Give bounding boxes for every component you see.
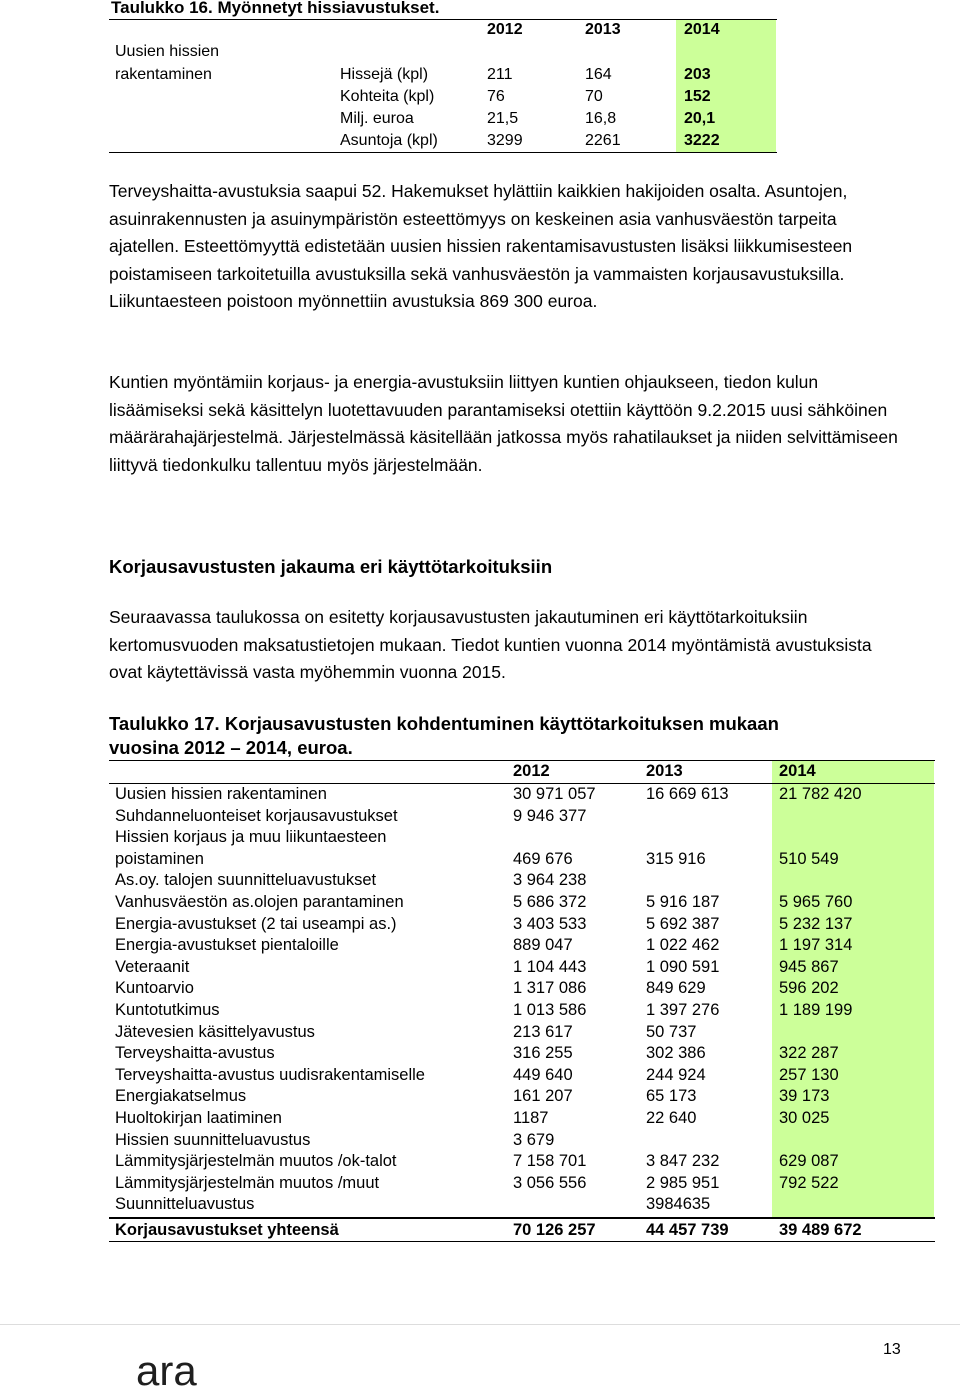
table17-cell-2014: 39 173 [779,1087,830,1106]
table16-bottom-line [109,152,777,153]
table17-cell-2014: 322 287 [779,1044,839,1063]
table16-row-label: Hissejä (kpl) [340,66,429,83]
table17-row-label: As.oy. talojen suunnitteluavustukset [115,871,377,890]
table17-cell-2014: 1 189 199 [779,1001,853,1019]
table16-cell-2014: 152 [684,88,711,105]
table17-row-label: Veteraanit [115,957,190,976]
table16-year-2014: 2014 [684,21,720,38]
table17-cell-2012: 3 056 556 [513,1173,587,1192]
table16-cell-2013: 2261 [585,132,621,149]
table17-cell-2013: 244 924 [646,1065,706,1084]
section-heading: Korjausavustusten jakauma eri käyttötarkoituksiin [109,556,553,577]
table17-cell-2014: 792 522 [779,1173,839,1192]
ara-logo [136,1351,216,1398]
table16-cell-2013: 16,8 [585,110,617,127]
table17-cell-2012: 161 207 [513,1087,573,1106]
table16-cell-2014: 3222 [684,132,720,149]
table17-row-label: poistaminen [115,849,204,868]
table17-cell-2012: 449 640 [513,1065,573,1084]
table17-row-label: Jätevesien käsittelyavustus [115,1022,315,1041]
table17-cell-2012: 3 403 533 [513,914,587,933]
table16-row-label: Milj. euroa [340,110,414,127]
table17-cell-2014: 510 549 [779,849,839,868]
table17-row-label: Hissien suunnitteluavustus [115,1130,311,1149]
table17-cell-2013: 3 847 232 [646,1152,720,1171]
table17-cell-2013: 1 090 591 [646,957,720,976]
table17-cell-2012: 889 047 [513,936,573,955]
table16-row-label: Asuntoja (kpl) [340,132,438,149]
table17-cell-2013: 50 737 [646,1022,697,1041]
table17-header-line [109,783,935,784]
paragraph1-part2: Esteettömyyttä edistetään uusien hissien rakentamisavustusten lisäksi liikkumisesteen poistamiseen tarkoitetuilla avustuksilla sekä vanhusväestön ja vammaisten korjausavustuksilla. Liikuntaesteen poistoon myönnettiin avustuksia 869 300 euroa. [109,236,853,311]
table17-total-2012: 70 126 257 [513,1221,596,1239]
table16-cell-2014: 203 [684,66,711,83]
table17-cell-2012: 3 964 238 [513,871,587,890]
table16-category-line2: rakentaminen [115,66,212,83]
table17-cell-2013: 22 640 [646,1109,697,1127]
table17-cell-2013: 849 629 [646,979,706,998]
table17-total-2014: 39 489 672 [779,1221,862,1239]
table17-cell-2014: 5 232 137 [779,914,853,933]
ara-logo-text: ara [136,1351,197,1393]
paragraph-jarjestelma [109,369,909,479]
paragraph1-part1: Terveyshaitta-avustuksia saapui 52. Hakemukset hylättiin kaikkien hakijoiden osalta. Asuntojen, asuinrakennusten ja asuinympäristön esteettömyys on keskeinen asia vanhusväestön tarpeita ajatellen. [109,181,848,256]
table16-title: Taulukko 16. Myönnetyt hissiavustukset. [111,0,440,17]
table17-cell-2013: 302 386 [646,1044,706,1063]
table17-row-label: Uusien hissien rakentaminen [115,785,327,803]
table17-row-label: Kuntoarvio [115,979,194,998]
paragraph2-part1: Kuntien myöntämiin korjaus- ja energia-avustuksiin liittyen kuntien ohjaukseen, tiedon kulun lisäämiseksi sekä käsittelyn luotettavuuden parantamiseksi otettiin käyttöön 9.2.2015 uusi sähköinen määrärahajärjestelmä. [109,372,888,447]
footer-divider [0,1324,960,1325]
table17-row-label: Energia-avustukset pientaloille [115,936,339,955]
table16-category-line1: Uusien hissien [115,43,220,60]
table17-cell-2012: 7 158 701 [513,1152,587,1171]
table17-cell-2012: 5 686 372 [513,893,587,911]
table17-cell-2014: 596 202 [779,979,839,998]
table17-row-label: Terveyshaitta-avustus uudisrakentamiselle [115,1065,425,1084]
table17-cell-2013: 3984635 [646,1195,711,1214]
table17-bottom-line [109,1241,935,1242]
table17-cell-2012: 213 617 [513,1022,573,1041]
table17-cell-2014: 629 087 [779,1152,839,1171]
table17-total-2013: 44 457 739 [646,1221,729,1239]
paragraph-hissit [109,178,909,316]
table17-cell-2013: 5 692 387 [646,914,720,933]
table17-cell-2013: 1 022 462 [646,936,720,955]
table17-cell-2014: 945 867 [779,957,839,976]
page-number: 13 [883,1341,901,1358]
table17-row-label: Lämmitysjärjestelmän muutos /ok-talot [115,1152,397,1171]
table16-cell-2013: 70 [585,88,603,105]
paragraph3-text: Seuraavassa taulukossa on esitetty korjausavustusten jakautuminen eri käyttötarkoituksiin kertomusvuoden maksatustietojen mukaan. Tiedot kuntien vuonna 2014 myöntämistä avustuksista ovat käytettävissä vasta myöhemmin vuonna 2015. [109,607,872,682]
table17-cell-2014: 30 025 [779,1109,830,1127]
table17-cell-2012: 316 255 [513,1044,573,1063]
table17-row-label: Lämmitysjärjestelmän muutos /muut [115,1173,380,1192]
ara-logo-icon [136,1351,216,1393]
table17-cell-2013: 16 669 613 [646,785,729,803]
table17-row-label: Kuntotutkimus [115,1001,220,1019]
table16-year-2012: 2012 [487,21,523,38]
paragraph-jakauma [109,604,909,687]
table17-row-label: Suhdanneluonteiset korjausavustukset [115,806,398,825]
table17-cell-2013: 1 397 276 [646,1001,720,1019]
table17-cell-2013: 2 985 951 [646,1173,720,1192]
table17-cell-2012: 1 104 443 [513,957,587,976]
table17-cell-2014: 257 130 [779,1065,839,1084]
table17-cell-2012: 30 971 057 [513,785,596,803]
table17-year-2012: 2012 [513,762,550,780]
table17-title-line2: vuosina 2012 – 2014, euroa. [109,737,353,758]
table16-cell-2014: 20,1 [684,110,716,127]
table17-cell-2012: 1187 [513,1109,549,1127]
table17-row-label: Huoltokirjan laatiminen [115,1109,282,1127]
table17-year-2013: 2013 [646,762,683,780]
table16-cell-2013: 164 [585,66,612,83]
table17-cell-2014: 5 965 760 [779,893,853,911]
table17-row-label: Suunnitteluavustus [115,1195,255,1214]
table17-cell-2012: 469 676 [513,849,573,868]
table17-row-label: Vanhusväestön as.olojen parantaminen [115,893,404,911]
table17-row-label: Energiakatselmus [115,1087,247,1106]
table17-top-line [109,760,935,761]
table16-year-2013: 2013 [585,21,621,38]
table17-total-line [109,1217,935,1219]
table17-cell-2012: 1 013 586 [513,1001,587,1019]
table16-cell-2012: 76 [487,88,505,105]
table17-row-label: Energia-avustukset (2 tai useampi as.) [115,914,397,933]
table17-row-label: Terveyshaitta-avustus [115,1044,275,1063]
table17-title [109,712,779,760]
table17-row-label: Hissien korjaus ja muu liikuntaesteen [115,828,387,847]
table17-year-2014: 2014 [779,762,816,780]
table17-cell-2012: 1 317 086 [513,979,587,998]
table17-cell-2014: 21 782 420 [779,785,862,803]
table16-cell-2012: 3299 [487,132,523,149]
table17-cell-2012: 9 946 377 [513,806,587,825]
table16-cell-2012: 211 [487,66,513,83]
table17-cell-2013: 315 916 [646,849,706,868]
table17-cell-2012: 3 679 [513,1130,555,1149]
table17-cell-2013: 65 173 [646,1087,697,1106]
table17-cell-2013: 5 916 187 [646,893,720,911]
table17-cell-2014: 1 197 314 [779,936,853,955]
table17-title-line1: Taulukko 17. Korjausavustusten kohdentuminen käyttötarkoituksen mukaan [109,713,779,734]
table16-cell-2012: 21,5 [487,110,519,127]
table16-top-line [109,19,777,20]
table16-row-label: Kohteita (kpl) [340,88,435,105]
paragraph2-part2: Järjestelmässä käsitellään jatkossa myös rahatilaukset ja niiden selvittämiseen liittyvä tiedonkulku tallentuu myös järjestelmään. [109,427,898,475]
table17-total-label: Korjausavustukset yhteensä [115,1221,339,1239]
